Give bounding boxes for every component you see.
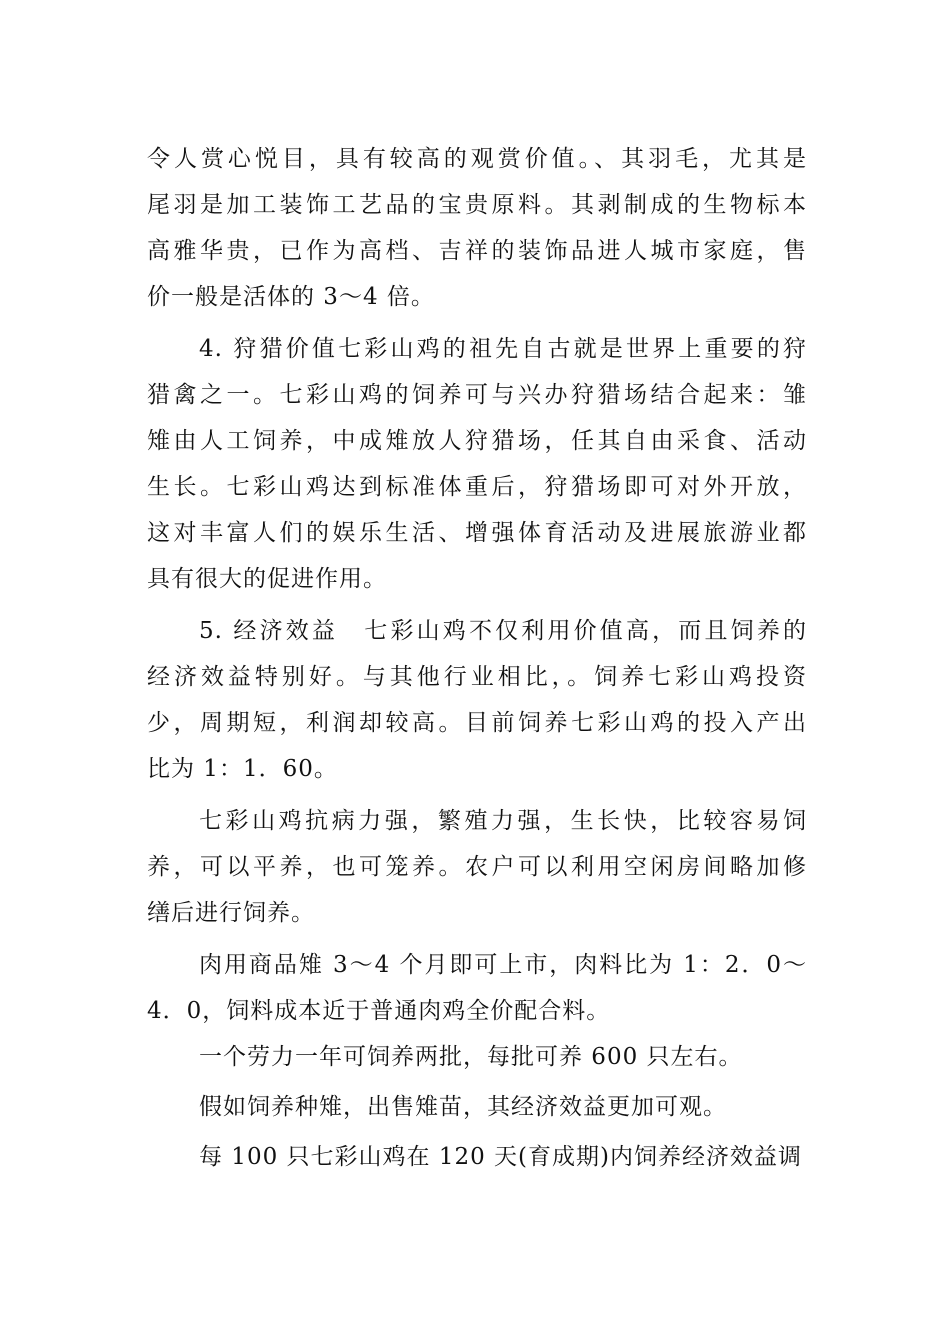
text-line: 缮后进行饲养。 bbox=[147, 900, 315, 926]
text-line: 生长。七彩山鸡达到标准体重后，狩猎场即可对外开放， bbox=[147, 474, 807, 500]
text-line: 雉由人工饲养，中成雉放人狩猎场，任其自由采食、活动 bbox=[147, 428, 807, 454]
text-line: 令人赏心悦目，具有较高的观赏价值。、其羽毛，尤其是 bbox=[147, 146, 807, 172]
text-line: 尾羽是加工装饰工艺品的宝贵原料。其剥制成的生物标本 bbox=[147, 192, 807, 218]
text-line: 高雅华贵，已作为高档、吉祥的装饰品进人城市家庭，售 bbox=[147, 238, 807, 264]
text-line: 具有很大的促进作用。 bbox=[147, 566, 387, 592]
text-line: 一个劳力一年可饲养两批，每批可养 600 只左右。 bbox=[199, 1044, 743, 1070]
text-line: 肉用商品雉 3～4 个月即可上市，肉料比为 1：2．0～ bbox=[199, 952, 807, 978]
text-line: 每 100 只七彩山鸡在 120 天(育成期)内饲养经济效益调 bbox=[199, 1144, 802, 1170]
text-line: 假如饲养种雉，出售雉苗，其经济效益更加可观。 bbox=[199, 1094, 727, 1120]
text-line: 七彩山鸡抗病力强，繁殖力强，生长快，比较容易饲 bbox=[199, 808, 807, 834]
text-line: 价一般是活体的 3～4 倍。 bbox=[147, 284, 435, 310]
text-line: 4. 狩猎价值七彩山鸡的祖先自古就是世界上重要的狩 bbox=[199, 336, 807, 362]
text-line: 养，可以平养，也可笼养。农户可以利用空闲房间略加修 bbox=[147, 854, 807, 880]
text-line: 比为 1：1．60。 bbox=[147, 756, 338, 782]
text-line: 这对丰富人们的娱乐生活、增强体育活动及进展旅游业都 bbox=[147, 520, 807, 546]
text-line: 少，周期短，利润却较高。目前饲养七彩山鸡的投入产出 bbox=[147, 710, 807, 736]
text-line: 经济效益特别好。与其他行业相比，。饲养七彩山鸡投资 bbox=[147, 664, 807, 690]
text-line: 4．0，饲料成本近于普通肉鸡全价配合料。 bbox=[147, 998, 611, 1024]
text-line: 5. 经济效益 七彩山鸡不仅利用价值高，而且饲养的 bbox=[199, 618, 807, 644]
text-line: 猎禽之一。七彩山鸡的饲养可与兴办狩猎场结合起来：雏 bbox=[147, 382, 807, 408]
